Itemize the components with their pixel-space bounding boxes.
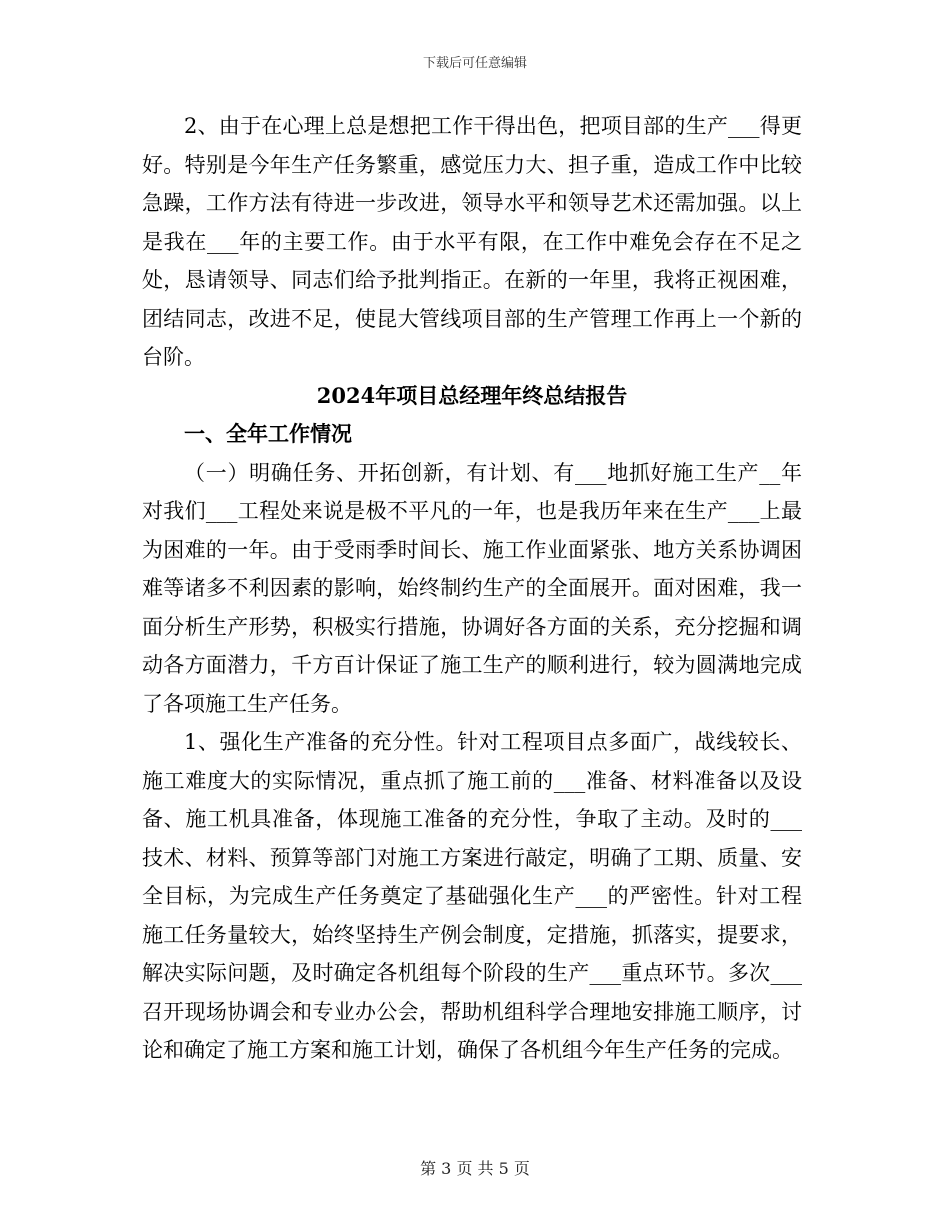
paragraph-2: （一）明确任务、开拓创新，有计划、有___地抓好施工生产__年对我们___工程处来说是极不平凡的一年，也是我历年来在生产___上最为困难的一年。由于受雨季时间长、施工作业面紧张、地方关系协调困难等诸多不利因素的影响，始终制约生产的全面展开。面对困难，我一面分析生产形势，积极实行措施，协调好各方面的关系，充分挖掘和调动各方面潜力，千方百计保证了施工生产的顺利进行，较为圆满地完成了各项施工生产任务。 [142,460,802,716]
section-heading: 一、全年工作情况 [184,421,352,446]
document-body [142,107,802,1070]
page-header: 下载后可任意编辑 [422,56,527,71]
paragraph-3: 1、强化生产准备的充分性。针对工程项目点多面广，战线较长、施工难度大的实际情况，重点抓了施工前的___准备、材料准备以及设备、施工机具准备，体现施工准备的充分性，争取了主动。及时的___技术、材料、预算等部门对施工方案进行敲定，明确了工期、质量、安全目标，为完成生产任务奠定了基础强化生产___的严密性。针对工程施工任务量较大，始终坚持生产例会制度，定措施，抓落实，提要求，解决实际问题，及时确定各机组每个阶段的生产___重点环节。多次___召开现场协调会和专业办公会，帮助机组科学合理地安排施工顺序，讨论和确定了施工方案和施工计划，确保了各机组今年生产任务的完成。 [142,730,802,1062]
paragraph-1: 2、由于在心理上总是想把工作干得出色，把项目部的生产___得更好。特别是今年生产任务繁重，感觉压力大、担子重，造成工作中比较急躁，工作方法有待进一步改进，领导水平和领导艺术还需加强。以上是我在___年的主要工作。由于水平有限，在工作中难免会存在不足之处，恳请领导、同志们给予批判指正。在新的一年里，我将正视困难，团结同志，改进不足，使昆大管线项目部的生产管理工作再上一个新的台阶。 [142,114,802,369]
page-footer: 第 3 页 共 5 页 [420,1159,530,1178]
report-title: 2024年项目总经理年终总结报告 [316,382,628,408]
